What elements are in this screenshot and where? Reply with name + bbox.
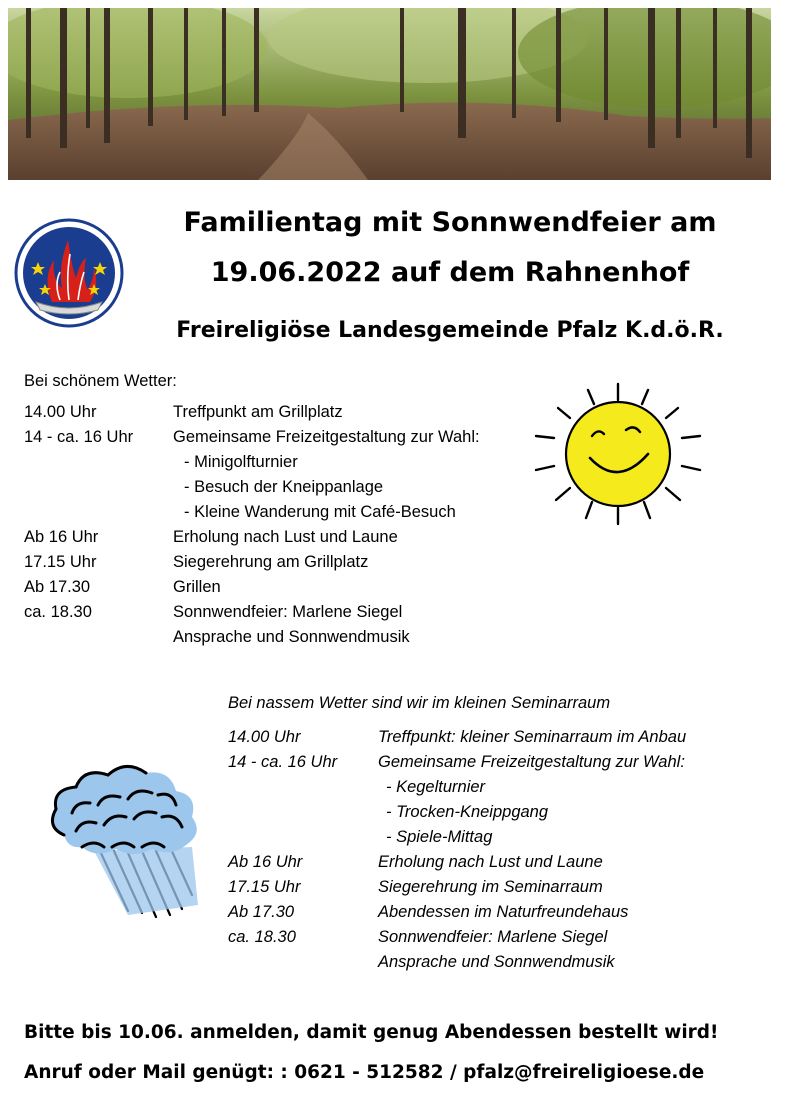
flame-emblem-icon [14,218,124,328]
schedule-row [228,750,768,775]
schedule-time: 14.00 Uhr [24,403,97,421]
schedule-time: 17.15 Uhr [228,878,301,896]
schedule-row [228,900,768,925]
schedule-activity: Abendessen im Naturfreundehaus [378,903,629,921]
schedule-row [228,800,768,825]
schedule-activity: Siegerehrung am Grillplatz [173,553,369,571]
schedule-activity: Sonnwendfeier: Marlene Siegel [173,603,403,621]
schedule-time: 17.15 Uhr [24,553,97,571]
community-logo [14,218,124,328]
bad-weather-schedule [228,725,768,975]
sun-illustration [528,378,708,528]
rain-cloud-icon [42,755,202,930]
schedule-activity: Gemeinsame Freizeitgestaltung zur Wahl: [173,428,480,446]
schedule-row [24,425,544,450]
schedule-option: - Besuch der Kneippanlage [184,478,384,496]
organizer-subtitle: Freireligiöse Landesgemeinde Pfalz K.d.ö.R. [176,318,724,343]
schedule-activity: Treffpunkt am Grillplatz [173,403,343,421]
schedule-option: - Minigolfturnier [184,453,298,471]
event-title-line2: 19.06.2022 auf dem Rahnenhof [210,257,690,288]
schedule-time: ca. 18.30 [24,603,92,621]
schedule-row [24,625,544,650]
rain-cloud-illustration [42,755,202,930]
schedule-time: 14 - ca. 16 Uhr [24,428,134,446]
schedule-row [228,775,768,800]
schedule-activity: Treffpunkt: kleiner Seminarraum im Anbau [378,728,687,746]
schedule-activity: Ansprache und Sonnwendmusik [173,628,410,646]
schedule-activity: Ansprache und Sonnwendmusik [378,953,615,971]
schedule-row [228,950,768,975]
schedule-time: Ab 17.30 [228,903,295,921]
schedule-activity: Erholung nach Lust und Laune [173,528,398,546]
registration-note: Bitte bis 10.06. anmelden, damit genug Abendessen bestellt wird! [24,1022,719,1043]
bad-weather-heading: Bei nassem Wetter sind wir im kleinen Seminarraum [228,694,611,712]
schedule-row [228,925,768,950]
schedule-row [228,725,768,750]
sun-icon [528,378,708,528]
schedule-activity: Grillen [173,578,221,596]
forest-photo [8,8,771,180]
schedule-row [24,550,544,575]
schedule-row [24,450,544,475]
schedule-activity: Erholung nach Lust und Laune [378,853,603,871]
contact-line: Anruf oder Mail genügt: : 0621 - 512582 / pfalz@freireligioese.de [24,1062,705,1083]
schedule-time: 14 - ca. 16 Uhr [228,753,338,771]
schedule-row [24,400,544,425]
schedule-time: Ab 16 Uhr [24,528,99,546]
schedule-row [24,525,544,550]
schedule-row [228,850,768,875]
schedule-row [24,600,544,625]
schedule-option: - Kegelturnier [386,778,486,796]
schedule-time: Ab 16 Uhr [228,853,303,871]
forest-header-image [8,8,771,180]
schedule-time: 14.00 Uhr [228,728,301,746]
schedule-activity: Gemeinsame Freizeitgestaltung zur Wahl: [378,753,685,771]
schedule-option: - Spiele-Mittag [386,828,493,846]
schedule-row [228,875,768,900]
schedule-option: - Trocken-Kneippgang [386,803,549,821]
schedule-option: - Kleine Wanderung mit Café-Besuch [184,503,456,521]
schedule-row [24,575,544,600]
schedule-activity: Siegerehrung im Seminarraum [378,878,603,896]
schedule-row [24,500,544,525]
schedule-time: Ab 17.30 [24,578,91,596]
good-weather-heading: Bei schönem Wetter: [24,372,177,390]
schedule-time: ca. 18.30 [228,928,296,946]
schedule-row [24,475,544,500]
good-weather-schedule [24,400,544,650]
event-title-line1: Familientag mit Sonnwendfeier am [183,207,717,238]
schedule-row [228,825,768,850]
schedule-activity: Sonnwendfeier: Marlene Siegel [378,928,608,946]
